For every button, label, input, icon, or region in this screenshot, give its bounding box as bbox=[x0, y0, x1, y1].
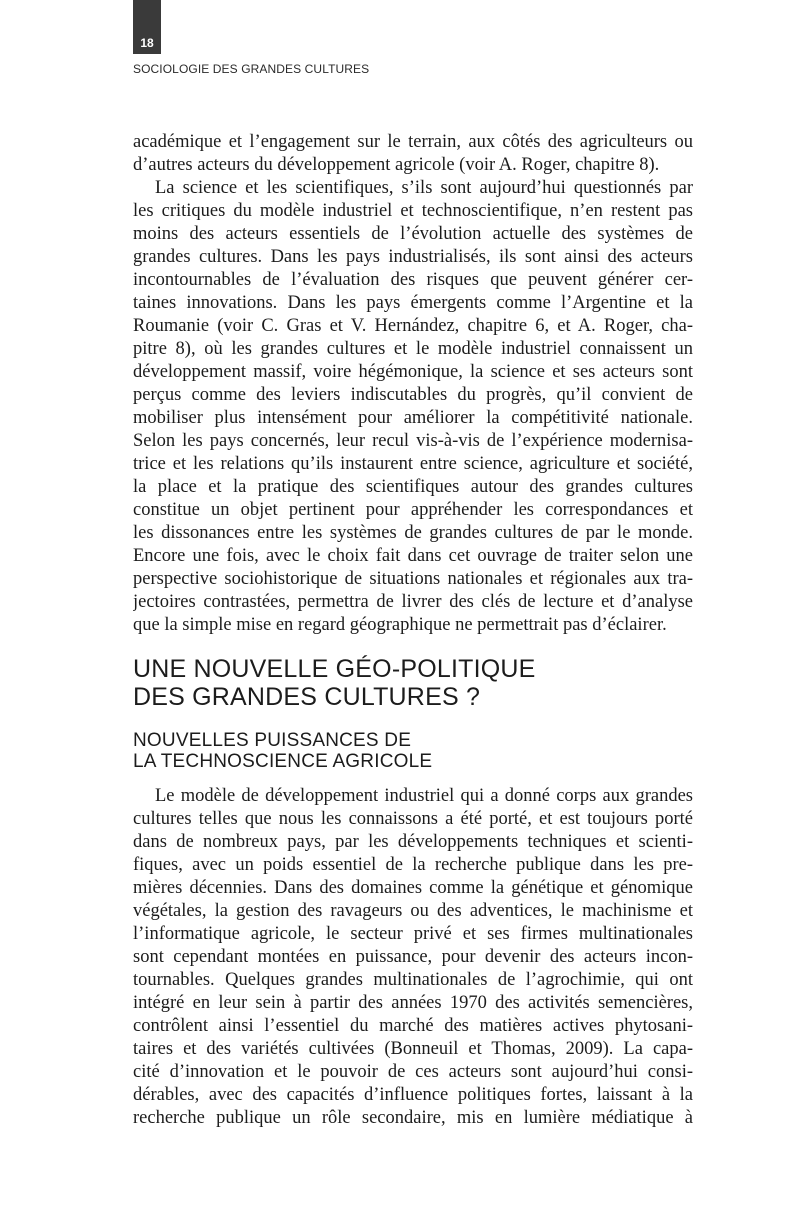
text-line: mobiliser plus intensément pour améliorer la compétitivité nationale. bbox=[133, 408, 693, 428]
subsection-title bbox=[133, 730, 432, 772]
text-line: moins des acteurs essentiels de l’évolution actuelle des systèmes de bbox=[133, 224, 693, 244]
text-line: taires et des variétés cultivées (Bonneuil et Thomas, 2009). La capa- bbox=[133, 1039, 693, 1059]
text-line: grandes cultures. Dans les pays industrialisés, ils sont ainsi des acteurs bbox=[133, 247, 693, 267]
section-title-line: DES GRANDES CULTURES ? bbox=[133, 683, 481, 711]
text-line: pitre 8), où les grandes cultures et le modèle industriel connaissent un bbox=[133, 339, 693, 359]
text-line: fiques, avec un poids essentiel de la recherche publique dans les pre- bbox=[133, 855, 693, 875]
text-line: cultures telles que nous les connaissons a été porté, et est toujours porté bbox=[133, 809, 693, 829]
text-line: contrôlent ainsi l’essentiel du marché des matières actives phytosani- bbox=[133, 1016, 693, 1036]
running-head: SOCIOLOGIE DES GRANDES CULTURES bbox=[133, 62, 370, 76]
text-line: l’informatique agricole, le secteur privé et ses firmes multinationales bbox=[133, 924, 693, 944]
text-line: la place et la pratique des scientifiques autour des grandes cultures bbox=[133, 477, 693, 497]
page-number: 18 bbox=[140, 36, 154, 50]
text-line: jectoires contrastées, permettra de livrer des clés de lecture et d’analyse bbox=[133, 592, 693, 612]
text-line: recherche publique un rôle secondaire, mis en lumière médiatique à bbox=[133, 1108, 693, 1128]
page-number-tab bbox=[133, 0, 161, 54]
text-line: dérables, avec des capacités d’influence politiques fortes, laissant à la bbox=[133, 1085, 693, 1105]
section-title-line: UNE NOUVELLE GÉO-POLITIQUE bbox=[133, 655, 536, 683]
text-line: végétales, la gestion des ravageurs ou des adventices, le machinisme et bbox=[133, 901, 693, 921]
paragraph-industrial-model bbox=[133, 785, 693, 1130]
text-line: cité d’innovation et le pouvoir de ces acteurs sont aujourd’hui consi- bbox=[133, 1062, 693, 1082]
text-line: trice et les relations qu’ils instaurent entre science, agriculture et société, bbox=[133, 454, 693, 474]
subsection-title-line: LA TECHNOSCIENCE AGRICOLE bbox=[133, 751, 433, 772]
text-line: sont cependant montées en puissance, pour devenir des acteurs incon- bbox=[133, 947, 693, 967]
text-line: développement massif, voire hégémonique, la science et ses acteurs sont bbox=[133, 362, 693, 382]
text-line: perçus comme des leviers indiscutables du progrès, qu’il convient de bbox=[133, 385, 693, 405]
paragraph-continuation bbox=[133, 131, 693, 177]
section-title bbox=[133, 655, 536, 711]
text-line: mières décennies. Dans des domaines comme la génétique et génomique bbox=[133, 878, 693, 898]
text-line: les dissonances entre les systèmes de grandes cultures de par le monde. bbox=[133, 523, 693, 543]
text-line: La science et les scientifiques, s’ils sont aujourd’hui questionnés par bbox=[155, 178, 693, 198]
text-line: taines innovations. Dans les pays émergents comme l’Argentine et la bbox=[133, 293, 693, 313]
text-line: Le modèle de développement industriel qui a donné corps aux grandes bbox=[155, 786, 693, 806]
text-line: que la simple mise en regard géographique ne permettrait pas d’éclairer. bbox=[133, 615, 667, 635]
text-line: les critiques du modèle industriel et technoscientifique, n’en restent pas bbox=[133, 201, 693, 221]
text-line: Roumanie (voir C. Gras et V. Hernández, chapitre 6, et A. Roger, cha- bbox=[133, 316, 693, 336]
text-line: Encore une fois, avec le choix fait dans cet ouvrage de traiter selon une bbox=[133, 546, 693, 566]
text-line: constitue un objet pertinent pour appréhender les correspondances et bbox=[133, 500, 693, 520]
text-line: tournables. Quelques grandes multinationales de l’agrochimie, qui ont bbox=[133, 970, 693, 990]
text-line: dans de nombreux pays, par les développements techniques et scienti- bbox=[133, 832, 693, 852]
text-line: perspective sociohistorique de situations nationales et régionales aux tra- bbox=[133, 569, 693, 589]
text-line: incontournables de l’évaluation des risques que peuvent générer cer- bbox=[133, 270, 693, 290]
paragraph-science bbox=[133, 177, 693, 637]
text-line: d’autres acteurs du développement agricole (voir A. Roger, chapitre 8). bbox=[133, 155, 660, 175]
subsection-title-line: NOUVELLES PUISSANCES DE bbox=[133, 730, 412, 751]
text-line: intégré en leur sein à partir des années 1970 des activités semencières, bbox=[133, 993, 693, 1013]
text-line: académique et l’engagement sur le terrain, aux côtés des agriculteurs ou bbox=[133, 132, 693, 152]
text-line: Selon les pays concernés, leur recul vis-à-vis de l’expérience modernisa- bbox=[133, 431, 693, 451]
